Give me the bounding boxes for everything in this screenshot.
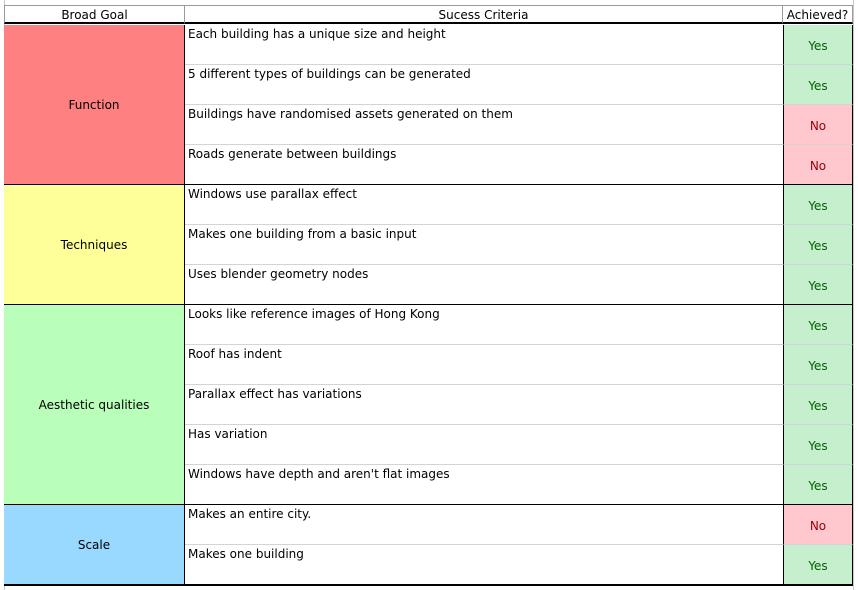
achieved-cell[interactable]: Yes [783, 225, 853, 265]
criteria-cell[interactable]: Windows use parallax effect [185, 185, 783, 225]
criteria-cell[interactable]: Windows have depth and aren't flat images [185, 465, 783, 505]
broad-goal-cell[interactable]: Aesthetic qualities [4, 305, 185, 505]
achieved-cell[interactable]: Yes [783, 185, 853, 225]
criteria-cell[interactable]: Makes one building from a basic input [185, 225, 783, 265]
achieved-cell[interactable]: Yes [783, 385, 853, 425]
criteria-cell[interactable]: Makes one building [185, 545, 783, 585]
achieved-cell[interactable]: No [783, 105, 853, 145]
group-separator [4, 584, 853, 586]
criteria-cell[interactable]: Makes an entire city. [185, 505, 783, 545]
achieved-cell[interactable]: No [783, 505, 853, 545]
achieved-cell[interactable]: Yes [783, 345, 853, 385]
criteria-cell[interactable]: Roof has indent [185, 345, 783, 385]
broad-goal-cell[interactable]: Scale [4, 505, 185, 585]
criteria-cell[interactable]: Parallax effect has variations [185, 385, 783, 425]
achieved-cell[interactable]: Yes [783, 465, 853, 505]
criteria-cell[interactable]: Roads generate between buildings [185, 145, 783, 185]
criteria-cell[interactable]: 5 different types of buildings can be generated [185, 65, 783, 105]
achieved-cell[interactable]: Yes [783, 65, 853, 105]
criteria-cell[interactable]: Looks like reference images of Hong Kong [185, 305, 783, 345]
broad-goal-cell[interactable]: Function [4, 25, 185, 185]
criteria-cell[interactable]: Each building has a unique size and height [185, 25, 783, 65]
header-broad-goal[interactable]: Broad Goal [4, 5, 185, 24]
achieved-cell[interactable]: Yes [783, 25, 853, 65]
header-achieved[interactable]: Achieved? [783, 5, 853, 24]
achieved-cell[interactable]: Yes [783, 305, 853, 345]
achieved-cell[interactable]: Yes [783, 545, 853, 585]
criteria-cell[interactable]: Has variation [185, 425, 783, 465]
achieved-cell[interactable]: Yes [783, 265, 853, 305]
criteria-cell[interactable]: Uses blender geometry nodes [185, 265, 783, 305]
achieved-cell[interactable]: Yes [783, 425, 853, 465]
achieved-cell[interactable]: No [783, 145, 853, 185]
gridline [853, 0, 854, 590]
broad-goal-cell[interactable]: Techniques [4, 185, 185, 305]
header-success-criteria[interactable]: Sucess Criteria [185, 5, 783, 24]
criteria-cell[interactable]: Buildings have randomised assets generated on them [185, 105, 783, 145]
